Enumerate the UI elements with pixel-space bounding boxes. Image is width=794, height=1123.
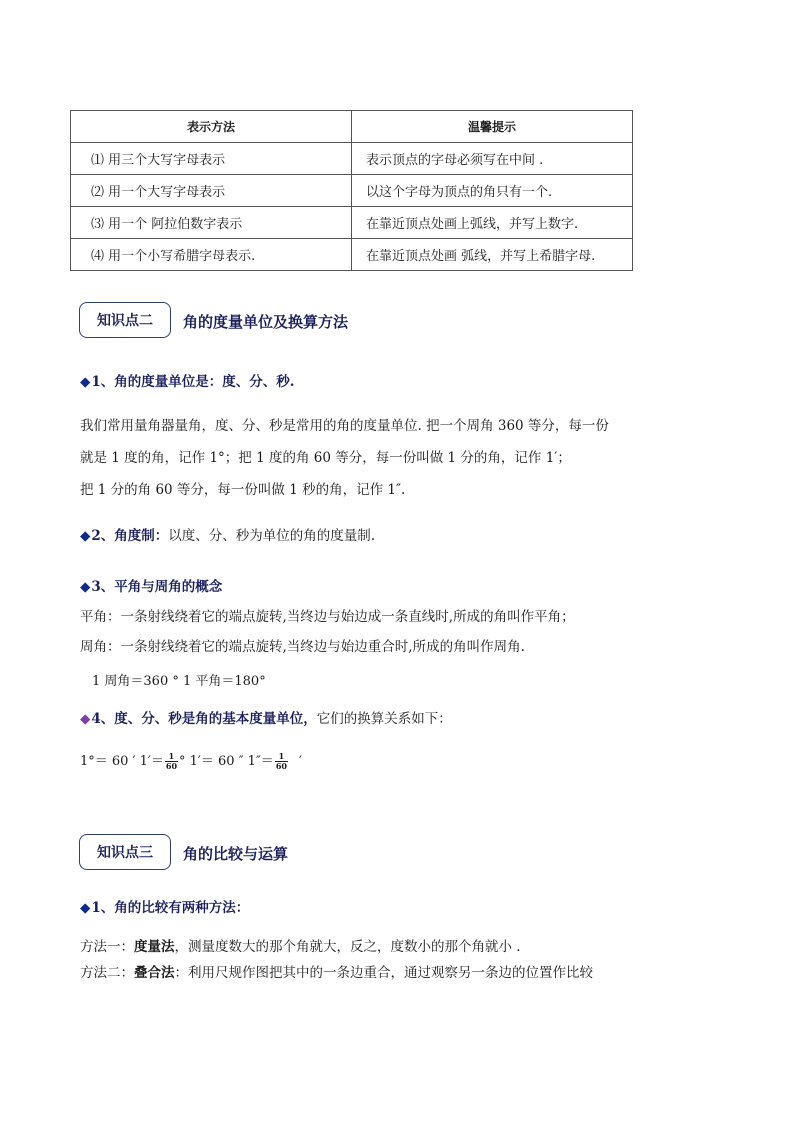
section-title: 角的度量单位及换算方法	[183, 313, 349, 331]
table-row	[71, 175, 633, 207]
method-line: 方法一：度量法，测量度数大的那个角就大，反之，度数小的那个角就小 .	[80, 939, 521, 955]
section-title: 角的比较与运算	[183, 845, 289, 863]
table-cell: 在靠近顶点处画上弧线，并写上数字.	[352, 207, 633, 239]
subheading: ◆4、度、分、秒是角的基本度量单位，它们的换算关系如下：	[80, 711, 452, 727]
table-cell: ⑴ 用三个大写字母表示	[71, 143, 352, 175]
formula-part: ° 1′＝ 60 ″ 1″＝	[179, 754, 274, 769]
definition-line: 平角：一条射线绕着它的端点旋转,当终边与始边成一条直线时,所成的角叫作平角；	[80, 609, 575, 625]
definition-line: 周角：一条射线绕着它的端点旋转,当终边与始边重合时,所成的角叫作周角.	[80, 639, 525, 655]
table-header-row	[71, 111, 633, 143]
table-row	[71, 207, 633, 239]
formula-part: 1°＝ 60 ′ 1′＝	[80, 754, 164, 769]
diamond-icon: ◆	[80, 528, 91, 544]
paragraph-line: 就是 1 度的角，记作 1°；把 1 度的角 60 等分，每一份叫做 1 分的角，记作 1′；	[80, 450, 571, 466]
table-header: 温馨提示	[352, 111, 633, 143]
table-cell: 以这个字母为顶点的角只有一个.	[352, 175, 633, 207]
formula-part: ′	[298, 754, 302, 769]
subheading: ◆3、平角与周角的概念	[80, 579, 223, 595]
representation-table	[70, 110, 633, 271]
method-line: 方法二：叠合法：利用尺规作图把其中的一条边重合，通过观察另一条边的位置作比较	[80, 965, 593, 981]
subheading: ◆2、角度制：以度、分、秒为单位的角的度量制.	[80, 528, 376, 544]
fraction-denominator: 60	[165, 761, 178, 771]
table-row	[71, 143, 633, 175]
formula-line: 1 周角＝360 ° 1 平角＝180°	[92, 674, 266, 689]
subheading: ◆1、角的度量单位是：度、分、秒.	[80, 374, 295, 390]
table-cell: 表示顶点的字母必须写在中间 .	[352, 143, 633, 175]
section-badge: 知识点二	[79, 302, 171, 338]
subheading: ◆1、角的比较有两种方法：	[80, 900, 250, 916]
fraction-denominator: 60	[275, 761, 287, 771]
fraction	[165, 752, 178, 771]
diamond-icon: ◆	[80, 711, 91, 727]
fraction-numerator: 1	[165, 752, 178, 762]
table-row	[71, 239, 633, 271]
conversion-formula	[80, 750, 302, 771]
table-cell: ⑶ 用一个 阿拉伯数字表示	[71, 207, 352, 239]
table-header: 表示方法	[71, 111, 352, 143]
table-cell: 在靠近顶点处画 弧线，并写上希腊字母.	[352, 239, 633, 271]
table-cell: ⑷ 用一个小写希腊字母表示.	[71, 239, 352, 271]
diamond-icon: ◆	[80, 900, 91, 916]
paragraph-line: 把 1 分的角 60 等分，每一份叫做 1 秒的角，记作 1″.	[80, 482, 406, 498]
paragraph-line: 我们常用量角器量角，度、分、秒是常用的角的度量单位. 把一个周角 360 等分，每一份	[80, 418, 609, 434]
fraction-numerator: 1	[275, 752, 288, 762]
diamond-icon: ◆	[80, 579, 91, 595]
table-cell: ⑵ 用一个大写字母表示	[71, 175, 352, 207]
section-badge: 知识点三	[79, 834, 171, 870]
diamond-icon: ◆	[80, 374, 91, 390]
fraction	[275, 752, 288, 771]
